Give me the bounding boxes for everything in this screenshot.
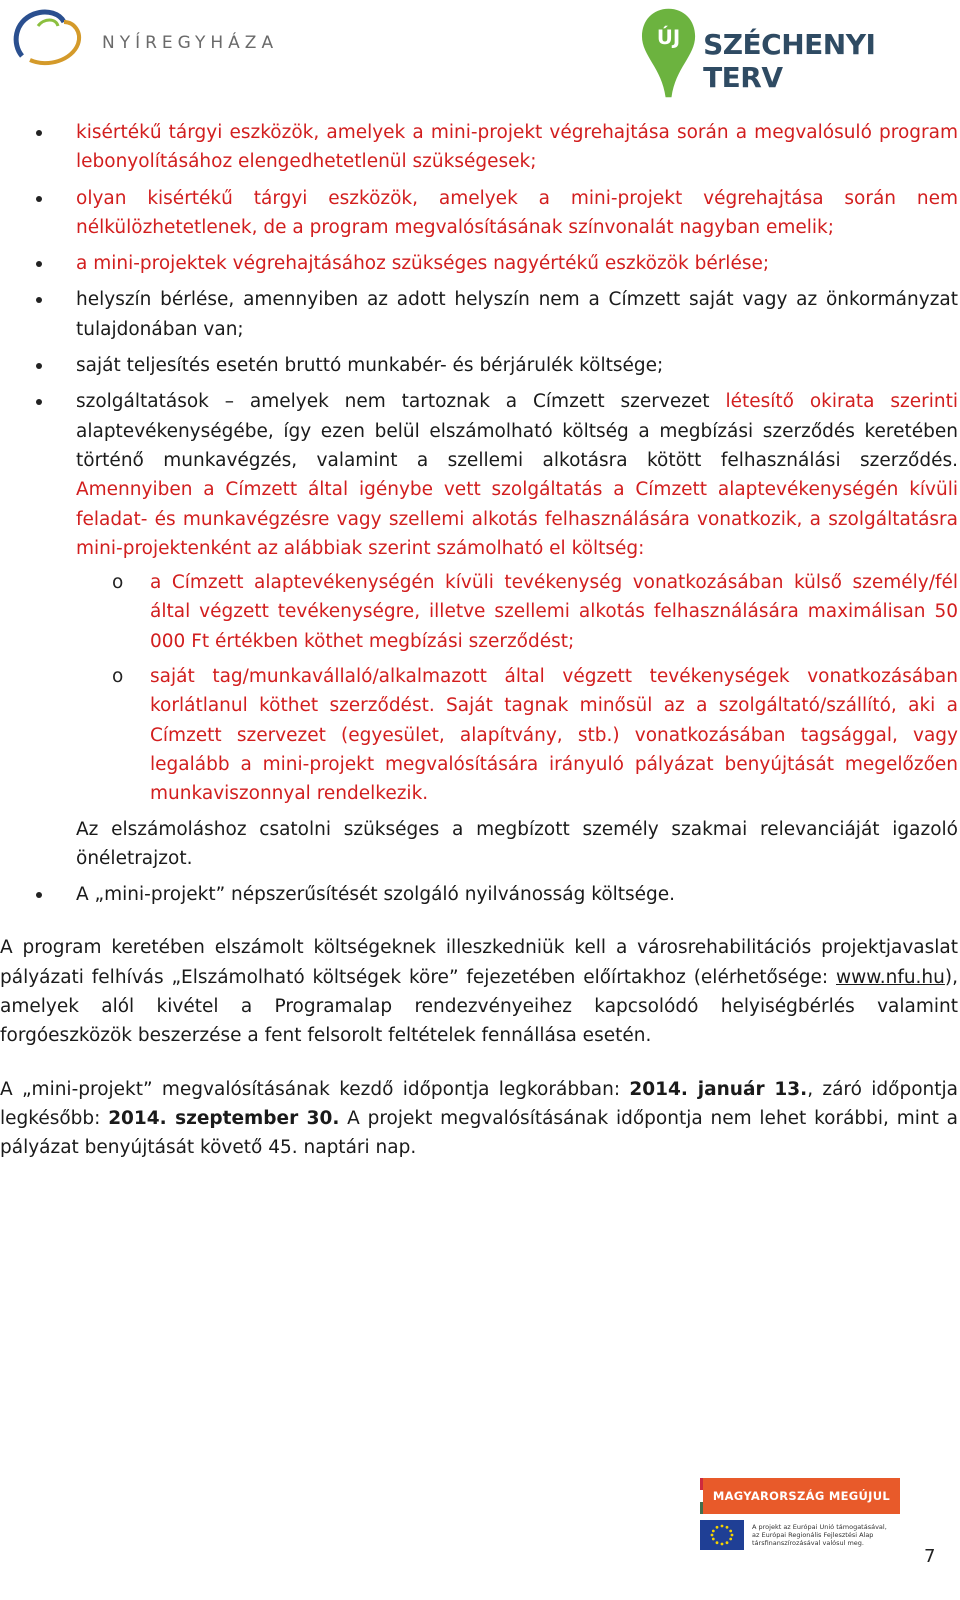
sub-bullet-marker: o <box>112 666 124 688</box>
bullet-icon <box>36 363 42 369</box>
magyarorszag-megujul-banner <box>700 1478 900 1514</box>
eu-support-text: A projekt az Európai Unió támogatásával, az Európai Regionális Fejlesztési Alap társfinanszírozásával valósul meg. <box>752 1523 887 1547</box>
paragraph-cost-rules <box>0 933 958 1050</box>
continuation-text: Az elszámoláshoz csatolni szükséges a megbízott személy szakmai relevanciáját igazoló önéletrajzot. <box>76 818 958 869</box>
paragraph-text: , záró időpontja legkésőbb: <box>0 1078 958 1129</box>
list-item <box>0 118 958 177</box>
list-item-text: saját teljesítés esetén bruttó munkabér- és bérjárulék költsége; <box>76 355 664 377</box>
eu-support-block <box>700 1520 900 1550</box>
city-logo-icon <box>8 4 94 72</box>
eu-flag-icon <box>700 1520 744 1550</box>
city-name: NYÍREGYHÁZA <box>102 33 279 53</box>
nfu-link[interactable]: www.nfu.hu <box>836 966 945 988</box>
bullet-icon <box>36 196 42 202</box>
paragraph-text: A program keretében elszámolt költségeknek illeszkedniük kell a városrehabilitációs projektjavaslat pályázati felhívás „Elszámolható költségek köre” fejezetében előírtakhoz (elérhetősége: <box>0 937 958 988</box>
paragraph-dates <box>0 1075 958 1163</box>
sub-list-item <box>0 662 958 808</box>
services-text-red: Amennyiben a Címzett által igénybe vett szolgáltatás a Címzett alaptevékenységén kívüli feladat- és munkavégzésre vagy szellemi alkotás felhasználására vonatkozik, a szolgáltatásra mini-projektenként az alábbiak szerint számolható el költség: <box>76 479 958 559</box>
services-text-red: létesítő okirata szerinti <box>725 391 958 413</box>
page-number: 7 <box>924 1546 936 1567</box>
bullet-icon <box>36 399 42 405</box>
sub-list-item-text: saját tag/munkavállaló/alkalmazott által végzett tevékenységek vonatkozásában korlátlanul köthet szerződést. Saját tagnak minősül az a szolgáltató/szállító, aki a Címzett szervezet (egyesület, alapítvány, stb.) vonatkozásában tagsággal, vagy legalább a mini-projekt megvalósítására irányuló pályázat benyújtását megelőzően munkaviszonnyal rendelkezik. <box>150 666 958 805</box>
list-item-text: helyszín bérlése, amennyiben az adott helyszín nem a Címzett saját vagy az önkormányzat tulajdonában van; <box>76 289 958 340</box>
document-body <box>0 118 958 1163</box>
szechenyi-terv-logo <box>640 6 960 102</box>
banner-text: MAGYARORSZÁG MEGÚJUL <box>703 1478 900 1514</box>
bullet-icon <box>36 297 42 303</box>
list-item-text: olyan kisértékű tárgyi eszközök, amelyek a mini-projekt végrehajtása során nem nélkülözhetetlenek, de a program megvalósításának színvonalát nagyban emelik; <box>76 187 958 238</box>
list-item <box>0 351 958 380</box>
paragraph-text: A projekt megvalósításának időpontja nem lehet korábbi, mint a pályázat benyújtását követő 45. naptári nap. <box>0 1107 959 1159</box>
badge-text: ÚJ <box>656 26 681 50</box>
list-item <box>0 285 958 344</box>
bullet-icon <box>36 892 42 898</box>
end-date: 2014. szeptember 30. <box>108 1107 340 1129</box>
sub-list-item-text: a Címzett alaptevékenységén kívüli tevékenység vonatkozásában külső személy/fél által végzett tevékenységre, illetve szellemi alkotás felhasználására maximálisan 50 000 Ft értékben köthet megbízási szerződést; <box>150 572 958 652</box>
list-item-text: a mini-projektek végrehajtásához szükséges nagyértékű eszközök bérlése; <box>76 253 770 275</box>
sub-list-item <box>0 568 958 656</box>
sub-bullet-marker: o <box>112 572 124 594</box>
list-item-services <box>0 387 958 563</box>
map-pin-icon <box>640 6 697 102</box>
paragraph-text: A „mini-projekt” megvalósításának kezdő időpontja legkorábban: <box>0 1078 630 1100</box>
bullet-icon <box>36 130 42 136</box>
footer-logos <box>700 1478 900 1558</box>
nyiregyhaza-logo <box>8 4 278 72</box>
szechenyi-terv-text: SZÉCHENYI TERV <box>703 28 876 94</box>
list-item-text: kisértékű tárgyi eszközök, amelyek a mini-projekt végrehajtása során a megvalósuló program lebonyolításához elengedhetetlenül szükségesek; <box>76 122 958 173</box>
list-item <box>0 184 958 243</box>
list-item <box>0 249 958 278</box>
paragraph-text: ), amelyek alól kivétel a Programalap rendezvényeihez kapcsolódó helyiségbérlés valamint forgóeszközök beszerzése a fent felsorolt feltételek fennállása esetén. <box>0 966 958 1047</box>
start-date: 2014. január 13. <box>629 1078 808 1100</box>
services-text: alaptevékenységébe, így ezen belül elszámolható költség a megbízási szerződés keretében történő munkavégzés, valamint a szellemi alkotásra kötött felhasználási szerződés. <box>76 420 958 471</box>
list-item-text: A „mini-projekt” népszerűsítését szolgáló nyilvánosság költsége. <box>76 884 676 906</box>
services-text: szolgáltatások – amelyek nem tartoznak a Címzett szervezet <box>76 391 726 413</box>
bullet-icon <box>36 261 42 267</box>
page-header <box>0 0 960 110</box>
list-item <box>0 880 958 909</box>
